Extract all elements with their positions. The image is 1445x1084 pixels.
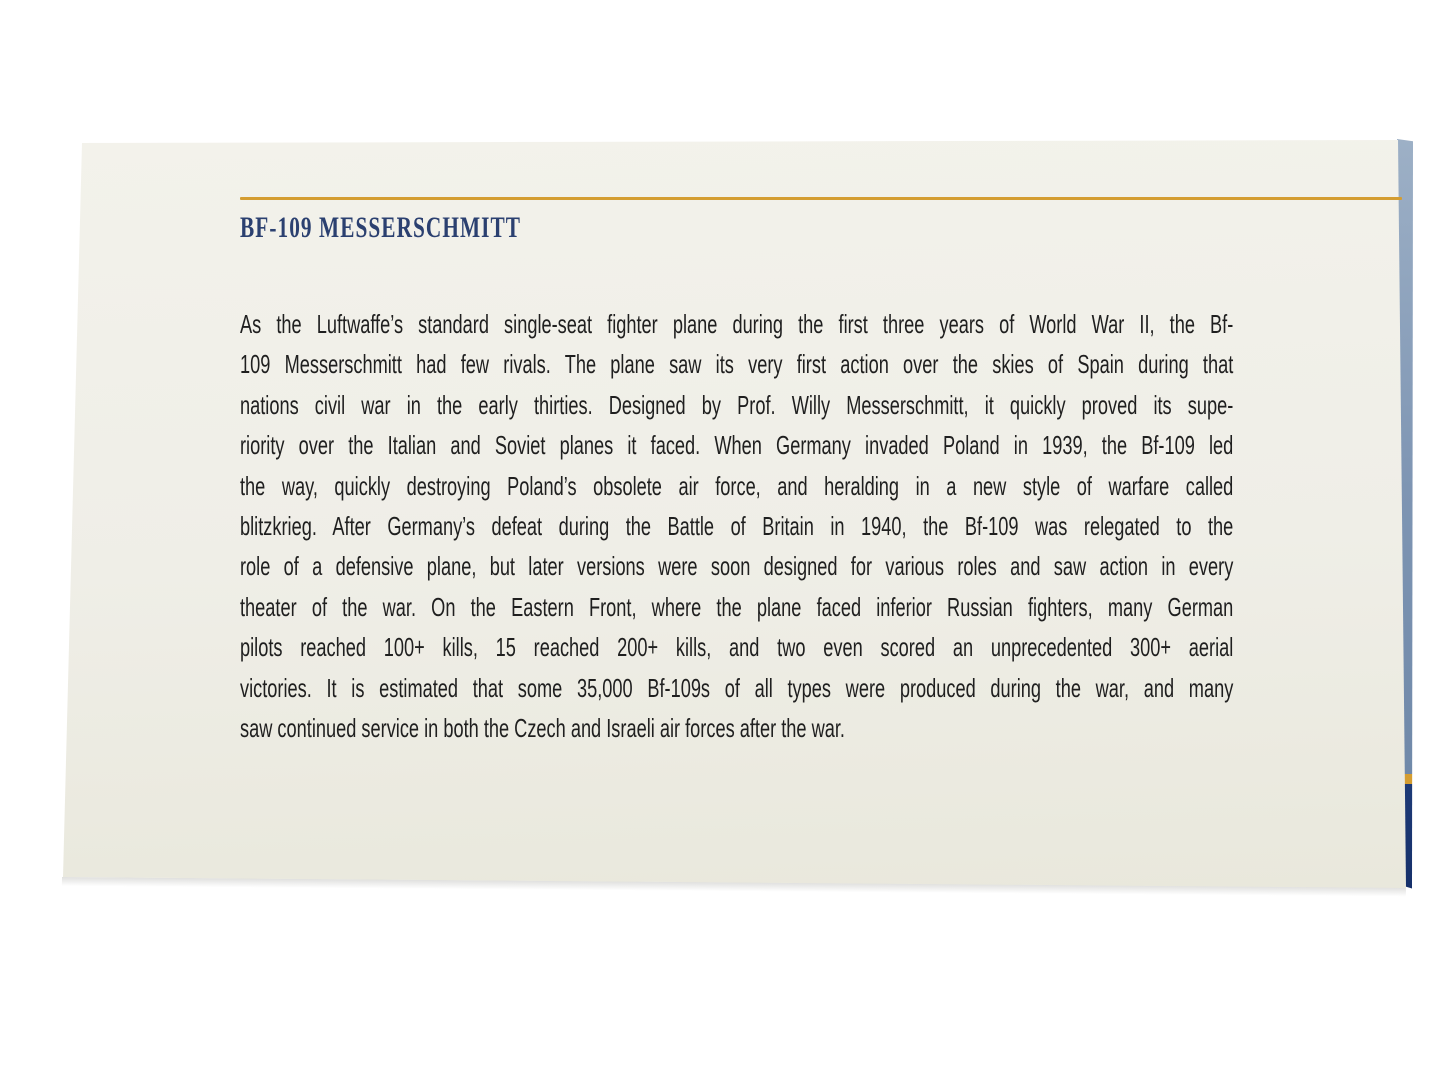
body-line: nations civil war in the early thirties. Designed by Prof. Willy Messerschmitt, it quickly proved its supe-: [240, 389, 1234, 420]
body-line: saw continued service in both the Czech and Israeli air forces after the war.: [240, 713, 845, 744]
body-line: pilots reached 100+ kills, 15 reached 200+ kills, and two even scored an unprecedented 300+ aerial: [240, 632, 1234, 663]
body-line: 109 Messerschmitt had few rivals. The plane saw its very first action over the skies of Spain during that: [240, 349, 1234, 380]
card-body-paragraph: [240, 304, 1233, 748]
body-line: theater of the war. On the Eastern Front, where the plane faced inferior Russian fighters, many German: [240, 591, 1234, 622]
card-title: BF-109 MESSERSCHMITT: [240, 211, 522, 244]
body-line: the way, quickly destroying Poland’s obsolete air force, and heralding in a new style of warfare called: [240, 470, 1234, 501]
body-line: As the Luftwaffe’s standard single-seat fighter plane during the first three years of World War II, the Bf-: [240, 309, 1234, 339]
body-line: victories. It is estimated that some 35,000 Bf-109s of all types were produced during the war, and many: [240, 672, 1234, 703]
body-line: riority over the Italian and Soviet planes it faced. When Germany invaded Poland in 1939, the Bf-109 led: [240, 430, 1234, 461]
body-line: role of a defensive plane, but later versions were soon designed for various roles and saw action in every: [240, 551, 1234, 582]
body-line: blitzkrieg. After Germany’s defeat during the Battle of Britain in 1940, the Bf-109 was relegated to the: [240, 511, 1234, 542]
gold-rule-divider: [240, 197, 1402, 200]
